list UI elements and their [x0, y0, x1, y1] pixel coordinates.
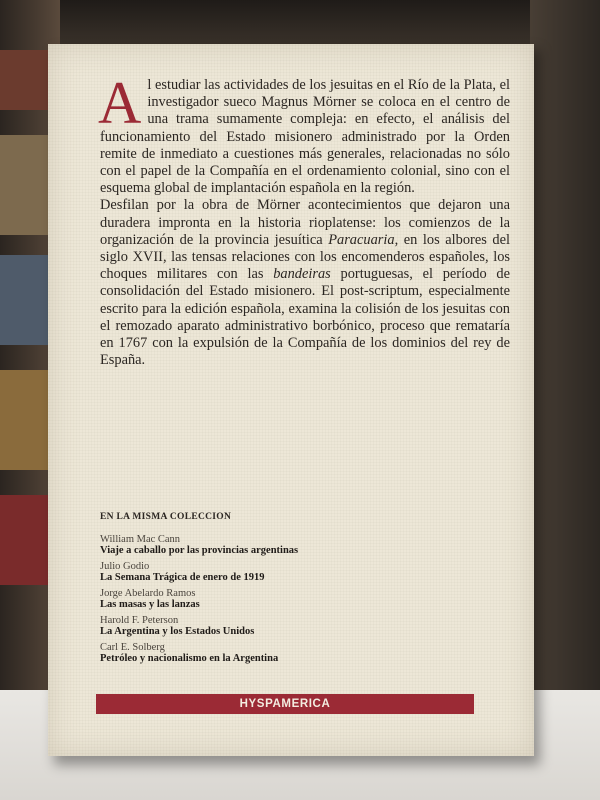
entry-title: Viaje a caballo por las provincias argentinas	[100, 545, 299, 556]
entry-title: Las masas y las lanzas	[100, 599, 200, 610]
collection-list	[100, 512, 480, 669]
publisher-logo-text: HYSPAMERICA	[239, 698, 331, 710]
book-spine	[0, 495, 50, 585]
blurb-paragraph-2	[100, 197, 510, 369]
collection-entry	[100, 534, 480, 557]
book-spine	[0, 135, 50, 235]
entry-author: Julio Godio	[100, 561, 150, 572]
entry-author: Jorge Abelardo Ramos	[100, 588, 196, 599]
blurb-text	[98, 70, 510, 369]
entry-title: La Argentina y los Estados Unidos	[100, 626, 255, 637]
blurb-paragraph-2-part-a: Desfilan por la obra de Mörner acontecimientos que dejaron una duradera impronta en la historia rioplatense: los comienzos de la organización de la provincia jesuítica	[100, 197, 510, 248]
book-spine	[0, 50, 50, 110]
entry-title: Petróleo y nacionalismo en la Argentina	[100, 653, 279, 664]
book-spine	[0, 255, 50, 345]
blurb-paragraph-1	[98, 70, 510, 197]
publisher-band	[96, 694, 474, 714]
blurb-paragraph-1-text: l estudiar las actividades de los jesuitas en el Río de la Plata, el investigador sueco Magnus Mörner se coloca en el centro de una trama sumamente compleja: en efecto, el análisis del funcionamiento del Estado misionero administrado por la Orden remite de inmediato a cuestiones más generales, relacionadas no sólo con el papel de la Compañía en el ordenamiento colonial, sino con el esquema global de implantación española en la región.	[100, 77, 510, 197]
collection-entry	[100, 615, 480, 638]
blurb-paragraph-2-part-c: portuguesas, el período de consolidación del Estado misionero. El post-scriptum, especialmente escrito para la edición española, examina la colisión de los jesuitas con el remozado aparato administrativo borbónico, proceso que remataría en 1767 con la expulsión de la Compañía de los dominios del rey de España.	[100, 266, 510, 369]
italic-paracuaria: Paracuaria	[328, 231, 395, 248]
collection-entry	[100, 588, 480, 611]
entry-author: William Mac Cann	[100, 534, 181, 545]
collection-entry	[100, 561, 480, 584]
blurb-paragraph-2-part-b: , en los albores del siglo XVII, las tensas relaciones con los encomenderos españoles, los choques militares con las	[100, 231, 510, 283]
left-book-spines	[0, 40, 55, 560]
book-spine	[0, 370, 50, 470]
book-back-cover	[48, 44, 534, 756]
italic-bandeiras: bandeiras	[273, 266, 331, 283]
entry-author: Harold F. Peterson	[100, 615, 179, 626]
collection-heading: EN LA MISMA COLECCION	[100, 512, 232, 522]
collection-entry	[100, 642, 480, 665]
entry-author: Carl E. Solberg	[100, 642, 165, 653]
drop-cap: A	[98, 70, 142, 136]
top-background	[60, 0, 530, 48]
entry-title: La Semana Trágica de enero de 1919	[100, 572, 265, 583]
